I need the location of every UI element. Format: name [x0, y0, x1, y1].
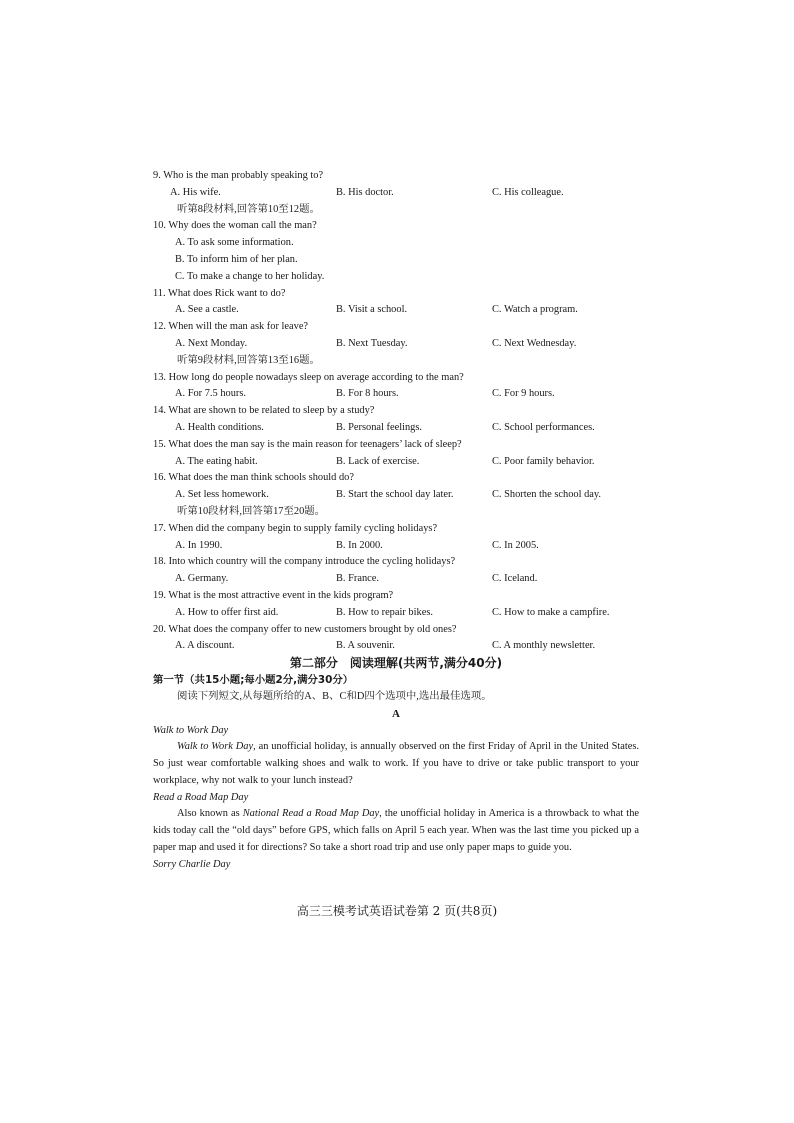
option-b: B. Visit a school. — [336, 304, 408, 316]
question-text: 19. What is the most attractive event in the kids program? — [153, 589, 394, 601]
holiday-name: National Read a Road Map Day — [242, 808, 380, 820]
options-row — [153, 571, 639, 588]
listening-note: 听第10段材料,回答第17至20题。 — [177, 505, 326, 517]
question-group — [153, 370, 639, 504]
section-one-title: 第一节（共15小题;每小题2分,满分30分） — [153, 674, 354, 687]
option-c: C. His colleague. — [492, 186, 564, 198]
option-a: A. To ask some information. — [175, 237, 294, 249]
options-row — [153, 638, 639, 655]
option-c: C. Shorten the school day. — [492, 489, 601, 501]
passage-heading: Sorry Charlie Day — [153, 858, 231, 870]
question-text: 15. What does the man say is the main reason for teenagers’ lack of sleep? — [153, 438, 462, 450]
option-b: B. A souvenir. — [336, 640, 395, 652]
option-c: C. In 2005. — [492, 539, 539, 551]
option-b: B. Lack of exercise. — [336, 455, 420, 467]
page-footer: 高三三模考试英语试卷第 2 页(共8页) — [296, 904, 498, 918]
options-row — [153, 538, 639, 555]
question-10: 10. Why does the woman call the man? — [153, 220, 317, 232]
question-text: 17. When did the company begin to supply family cycling holidays? — [153, 522, 438, 534]
option-b: B. His doctor. — [336, 186, 394, 198]
option-a: A. The eating habit. — [175, 455, 258, 467]
options-row — [153, 454, 639, 471]
passage-heading: Read a Road Map Day — [153, 791, 249, 803]
option-c: C. Next Wednesday. — [492, 337, 577, 349]
paragraph-text: , the unofficial holiday in America is a throwback to what the kids today call the “old days” before GPS, which falls on April 5 each year. When was the last time you picked up a paper map and used it for directions? So take a short road trip and use only paper maps to guide you. — [153, 808, 639, 854]
option-c: C. School performances. — [492, 421, 595, 433]
question-text: 9. Who is the man probably speaking to? — [153, 170, 324, 181]
option-b: B. For 8 hours. — [336, 388, 399, 400]
option-a: A. A discount. — [175, 640, 235, 652]
options-row — [153, 302, 639, 319]
option-b: B. France. — [336, 573, 379, 585]
option-b: B. To inform him of her plan. — [175, 253, 298, 265]
question-group — [153, 521, 639, 655]
option-a: A. In 1990. — [175, 539, 223, 551]
option-a: A. Next Monday. — [175, 337, 248, 349]
option-c: C. A monthly newsletter. — [492, 640, 596, 652]
holiday-name: Walk to Work Day — [177, 741, 254, 753]
part-two-title: 第二部分 阅读理解(共两节,满分40分) — [289, 656, 503, 671]
options-row — [153, 605, 639, 622]
paragraph-text: , an unofficial holiday, is annually observed on the first Friday of April in the United States. So just wear comfortable walking shoes and walk to work. If you have to drive or take public transport to your workplace, why not walk to your lunch instead? — [153, 741, 639, 786]
question-text: 16. What does the man think schools should do? — [153, 472, 354, 484]
option-a: A. Germany. — [175, 573, 229, 585]
option-c: C. How to make a campfire. — [492, 606, 610, 618]
option-b: B. Personal feelings. — [336, 421, 422, 433]
question-group — [153, 168, 639, 202]
passage-paragraph — [153, 806, 639, 856]
passage-heading: Walk to Work Day — [153, 724, 229, 736]
options-row — [153, 336, 639, 353]
option-a: A. Health conditions. — [175, 421, 264, 433]
question-group — [153, 286, 639, 353]
passage-letter: A — [392, 707, 400, 720]
options-row — [153, 487, 639, 504]
listening-note: 听第9段材料,回答第13至16题。 — [177, 354, 320, 366]
option-a: A. For 7.5 hours. — [175, 388, 247, 400]
paragraph-lead: Also known as — [177, 808, 243, 820]
listening-note: 听第8段材料,回答第10至12题。 — [177, 203, 320, 215]
option-c: C. Poor family behavior. — [492, 455, 595, 467]
option-a: A. See a castle. — [175, 304, 239, 316]
reading-instructions: 阅读下列短文,从每题所给的A、B、C和D四个选项中,选出最佳选项。 — [177, 690, 492, 702]
option-c: C. To make a change to her holiday. — [175, 270, 325, 282]
page-content — [153, 168, 639, 874]
passage-paragraph — [153, 739, 639, 789]
option-a: A. How to offer first aid. — [175, 606, 279, 618]
option-c: C. For 9 hours. — [492, 388, 555, 400]
option-b: B. Start the school day later. — [336, 489, 454, 501]
option-b: B. In 2000. — [336, 539, 383, 551]
option-b: B. Next Tuesday. — [336, 337, 408, 349]
option-c: C. Watch a program. — [492, 304, 578, 316]
question-text: 20. What does the company offer to new customers brought by old ones? — [153, 623, 457, 635]
option-c: C. Iceland. — [492, 573, 538, 585]
question-text: 18. Into which country will the company introduce the cycling holidays? — [153, 556, 456, 568]
options-row — [153, 185, 639, 202]
option-b: B. How to repair bikes. — [336, 606, 433, 618]
question-text: 11. What does Rick want to do? — [153, 287, 286, 299]
options-row — [153, 386, 639, 403]
option-a: A. Set less homework. — [175, 489, 269, 501]
question-text: 13. How long do people nowadays sleep on average according to the man? — [153, 371, 464, 383]
options-row — [153, 420, 639, 437]
question-text: 12. When will the man ask for leave? — [153, 321, 309, 333]
question-text: 14. What are shown to be related to sleep by a study? — [153, 405, 375, 417]
option-a: A. His wife. — [170, 186, 221, 198]
